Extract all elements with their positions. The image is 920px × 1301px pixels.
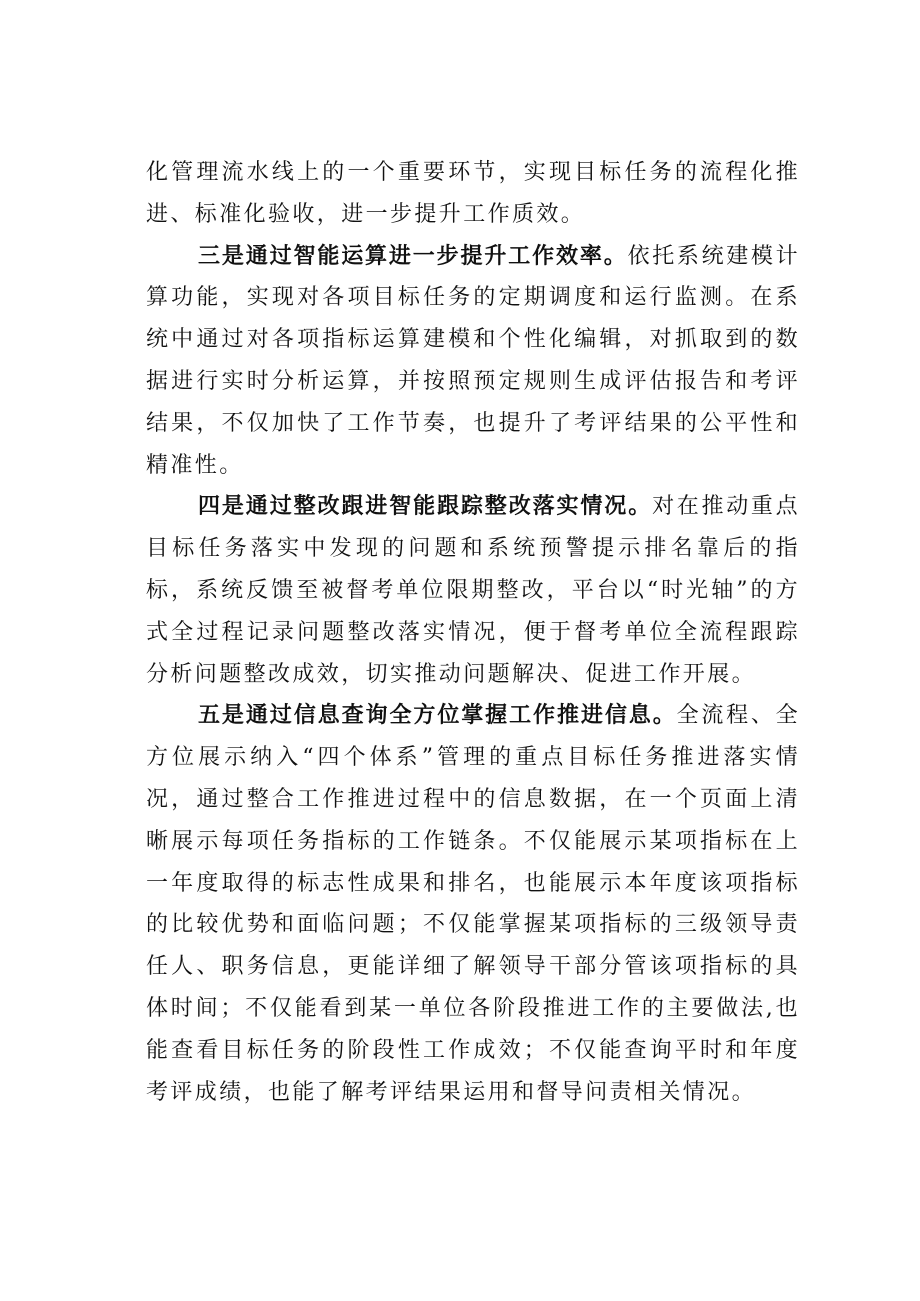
paragraph-section-three — [146, 236, 800, 487]
paragraph-heading: 四是通过整改跟进智能跟踪整改落实情况。 — [198, 494, 653, 520]
paragraph-body: 化管理流水线上的一个重要环节，实现目标任务的流程化推进、标准化验收，进一步提升工作质效。 — [146, 160, 800, 227]
paragraph-heading: 五是通过信息查询全方位掌握工作推进信息。 — [198, 703, 677, 729]
paragraph-continuation — [146, 152, 800, 236]
paragraph-body: 全流程、全方位展示纳入“四个体系”管理的重点目标任务推进落实情况，通过整合工作推进过程中的信息数据，在一个页面上清晰展示每项任务指标的工作链条。不仅能展示某项指标在上一年度取得的标志性成果和排名，也能展示本年度该项指标的比较优势和面临问题；不仅能掌握某项指标的三级领导责任人、职务信息，更能详细了解领导干部分管该项指标的具体时间；不仅能看到某一单位各阶段推进工作的主要做法,也能查看目标任务的阶段性工作成效；不仅能查询平时和年度考评成绩，也能了解考评结果运用和督导问责相关情况。 — [146, 703, 800, 1105]
paragraph-body: 依托系统建模计算功能，实现对各项目标任务的定期调度和运行监测。在系统中通过对各项指标运算建模和个性化编辑，对抓取到的数据进行实时分析运算，并按照预定规则生成评估报告和考评结果，不仅加快了工作节奏，也提升了考评结果的公平性和精准性。 — [146, 243, 800, 478]
paragraph-section-four — [146, 486, 800, 695]
paragraph-section-five — [146, 695, 800, 1113]
document-page — [146, 152, 800, 1113]
paragraph-body: 对在推动重点目标任务落实中发现的问题和系统预警提示排名靠后的指标，系统反馈至被督考单位限期整改，平台以“时光轴”的方式全过程记录问题整改落实情况，便于督考单位全流程跟踪分析问题整改成效，切实推动问题解决、促进工作开展。 — [146, 494, 800, 687]
paragraph-heading: 三是通过智能运算进一步提升工作效率。 — [198, 243, 628, 269]
